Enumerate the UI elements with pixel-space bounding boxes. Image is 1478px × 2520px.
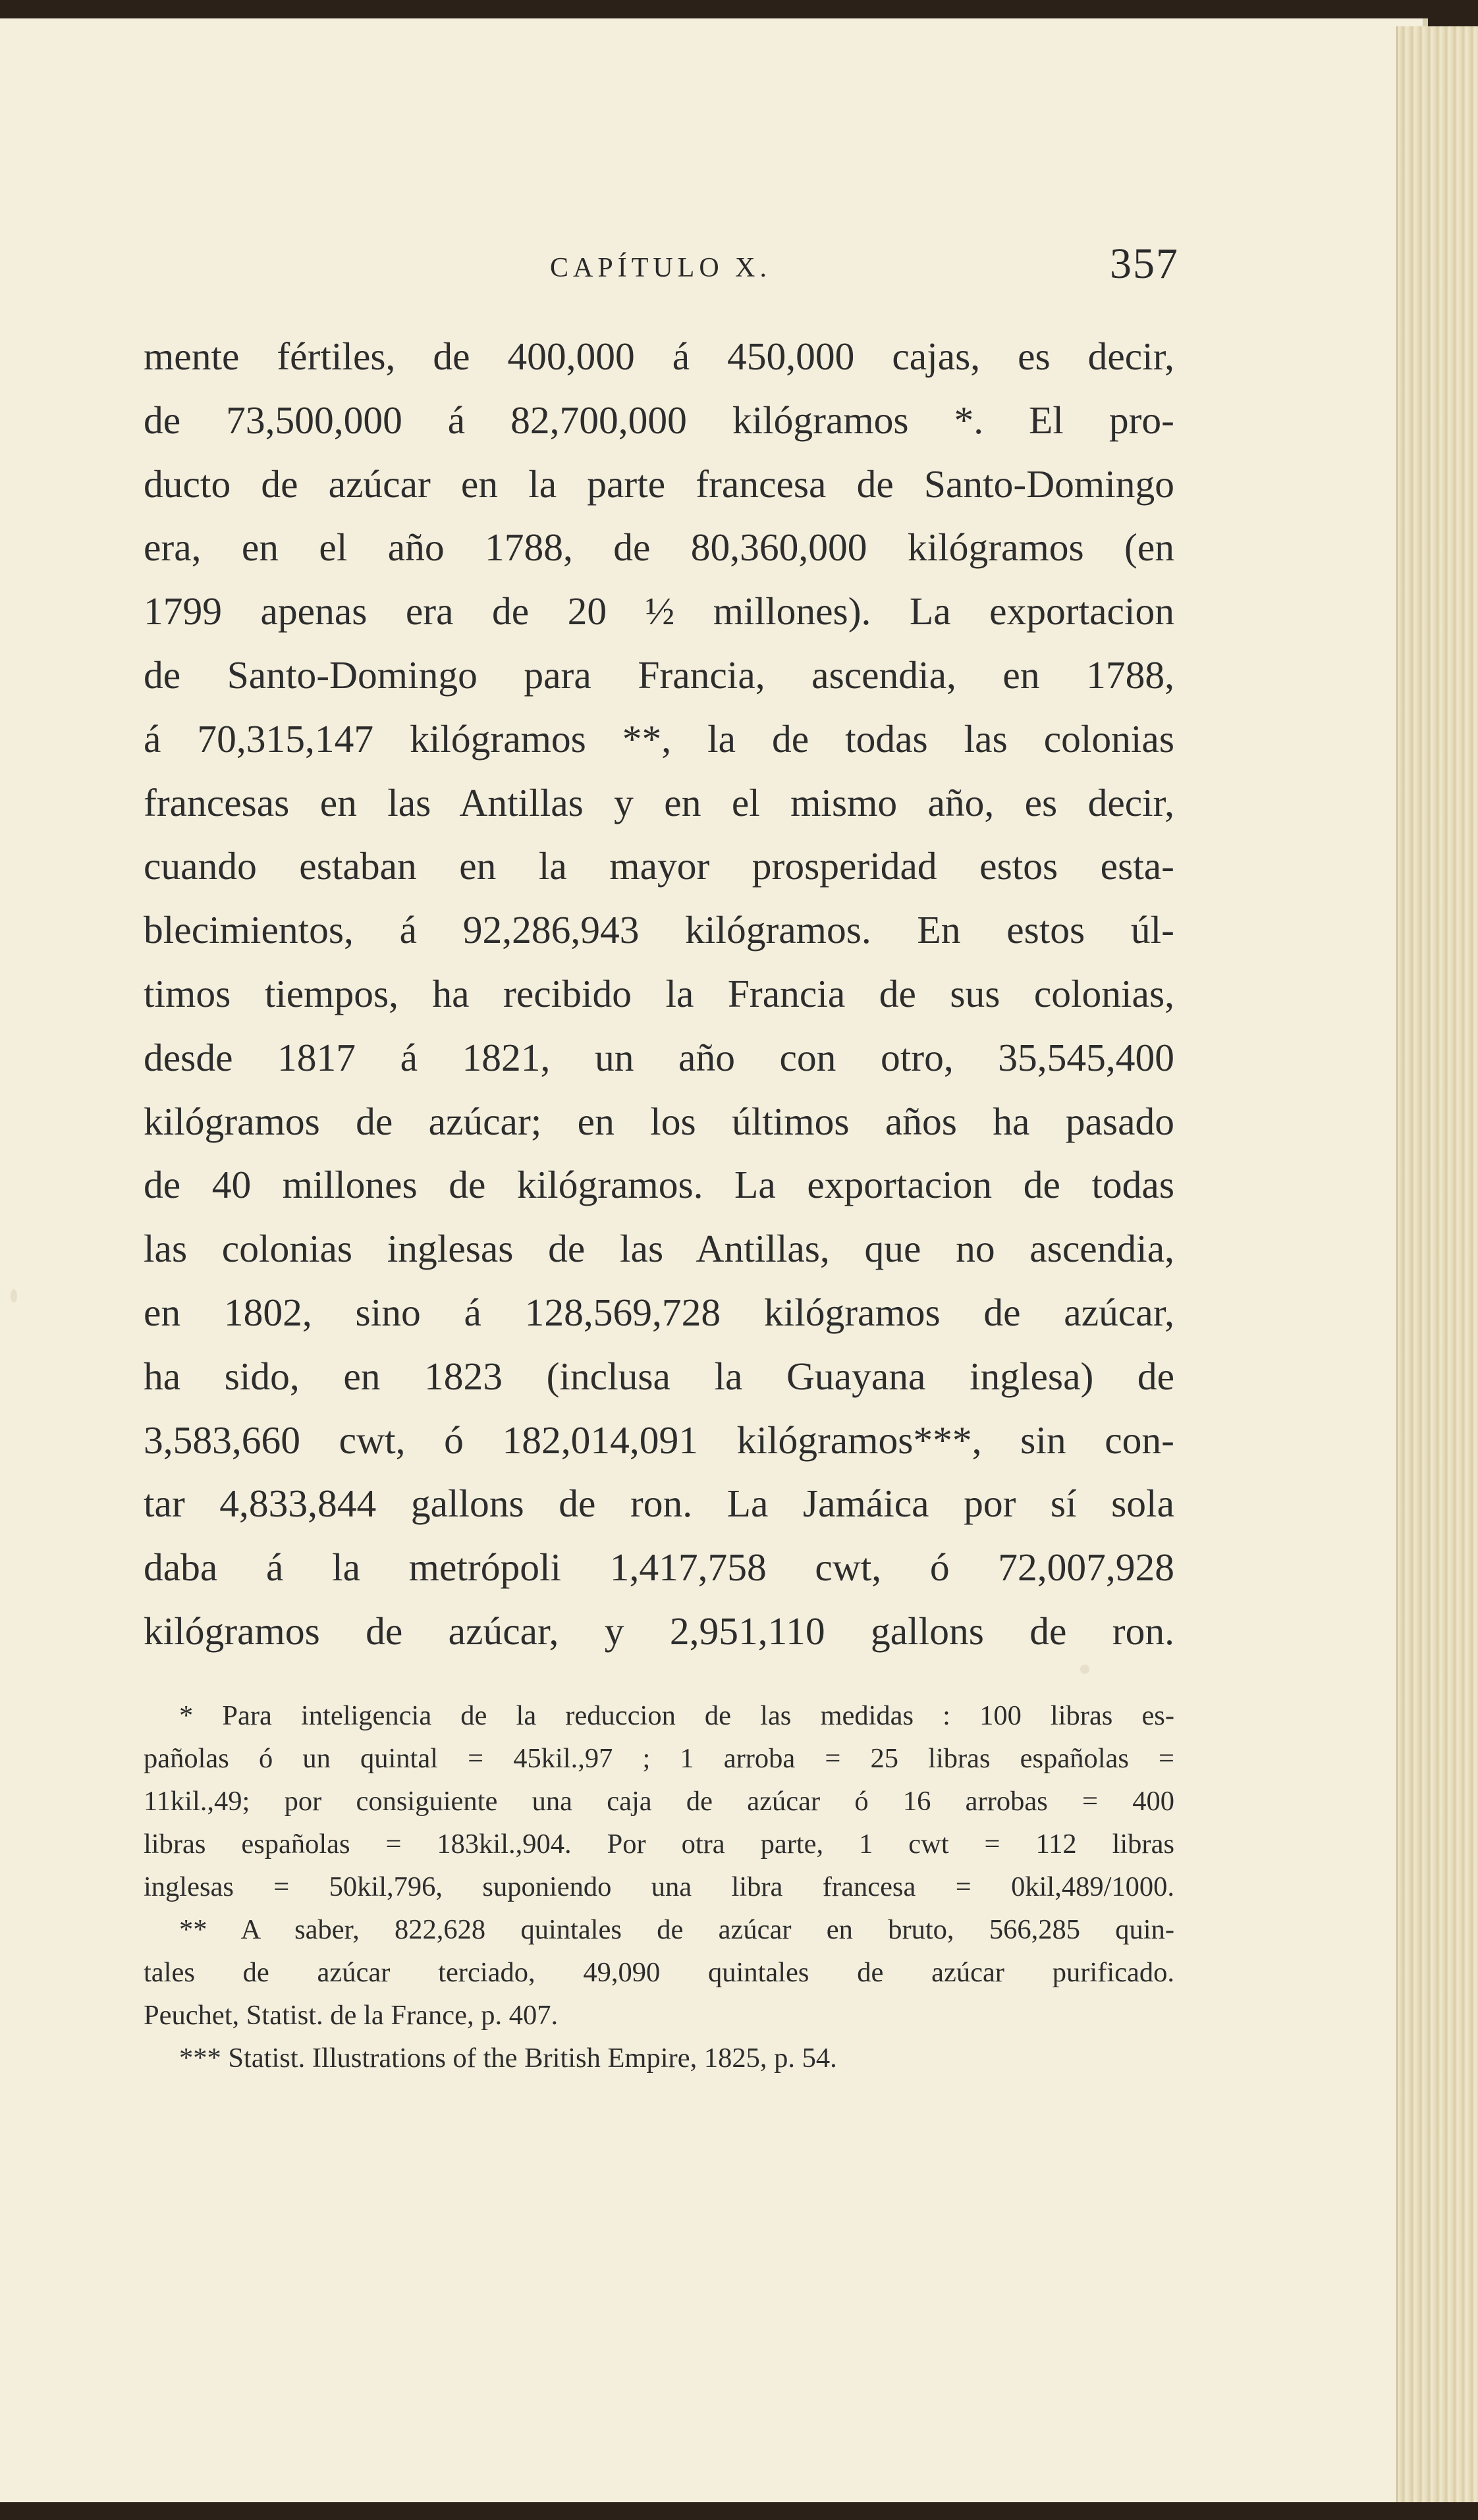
- footnotes: [144, 1694, 1174, 2079]
- footnote-line: libras españolas = 183kil.,904. Por otra parte, 1 cwt = 112 libras: [144, 1829, 1174, 1860]
- footnote-line: ** A saber, 822,628 quintales de azúcar en bruto, 566,285 quin-: [179, 1914, 1174, 1945]
- text-line: ha sido, en 1823 (inclusa la Guayana inglesa) de: [144, 1354, 1174, 1398]
- text-line: mente fértiles, de 400,000 á 450,000 cajas, es decir,: [144, 335, 1174, 378]
- footnote-line: 11kil.,49; por consiguiente una caja de azúcar ó 16 arrobas = 400: [144, 1786, 1174, 1817]
- text-line: timos tiempos, ha recibido la Francia de sus colonias,: [144, 971, 1174, 1015]
- paper-spot: [11, 1289, 17, 1302]
- text-line: cuando estaban en la mayor prosperidad estos esta-: [144, 844, 1174, 888]
- footnote-line: Peuchet, Statist. de la France, p. 407.: [144, 2000, 559, 2031]
- page-edges: [1396, 26, 1478, 2502]
- main-text: [144, 325, 1174, 1663]
- book-page: [0, 18, 1428, 2502]
- footnote-line: tales de azúcar terciado, 49,090 quintales de azúcar purificado.: [144, 1957, 1174, 1988]
- text-line: á 70,315,147 kilógramos **, la de todas las colonias: [144, 716, 1174, 761]
- paper-spot: [1080, 1665, 1089, 1674]
- footnote-line: pañolas ó un quintal = 45kil.,97 ; 1 arroba = 25 libras españolas =: [144, 1743, 1174, 1774]
- footnote-line: *** Statist. Illustrations of the British Empire, 1825, p. 54.: [179, 2043, 837, 2074]
- text-line: kilógramos de azúcar, y 2,951,110 gallons de ron.: [144, 1609, 1174, 1653]
- text-line: francesas en las Antillas y en el mismo año, es decir,: [144, 780, 1174, 824]
- text-line: en 1802, sino á 128,569,728 kilógramos de azúcar,: [144, 1290, 1174, 1334]
- page-number: 357: [1110, 240, 1179, 288]
- text-line: kilógramos de azúcar; en los últimos años ha pasado: [144, 1099, 1174, 1143]
- page-header: [145, 239, 1179, 305]
- text-line: tar 4,833,844 gallons de ron. La Jamáica por sí sola: [144, 1482, 1174, 1526]
- text-line: era, en el año 1788, de 80,360,000 kilógramos (en: [144, 525, 1174, 570]
- footnote-line: * Para inteligencia de la reduccion de las medidas : 100 libras es-: [179, 1700, 1174, 1731]
- text-line: 1799 apenas era de 20 ½ millones). La exportacion: [144, 589, 1174, 633]
- text-line: desde 1817 á 1821, un año con otro, 35,545,400: [144, 1035, 1174, 1079]
- text-line: las colonias inglesas de las Antillas, que no ascendia,: [144, 1227, 1174, 1271]
- text-line: de 40 millones de kilógramos. La exportacion de todas: [144, 1163, 1174, 1207]
- text-line: ducto de azúcar en la parte francesa de Santo-Domingo: [144, 462, 1174, 506]
- text-line: de Santo-Domingo para Francia, ascendia, en 1788,: [144, 653, 1174, 697]
- text-line: de 73,500,000 á 82,700,000 kilógramos *. El pro-: [144, 398, 1174, 442]
- running-head: CAPÍTULO X.: [550, 253, 771, 283]
- text-line: daba á la metrópoli 1,417,758 cwt, ó 72,007,928: [144, 1545, 1174, 1590]
- text-line: blecimientos, á 92,286,943 kilógramos. En estos úl-: [144, 908, 1174, 952]
- text-line: 3,583,660 cwt, ó 182,014,091 kilógramos***, sin con-: [144, 1418, 1174, 1462]
- footnote-line: inglesas = 50kil,796, suponiendo una libra francesa = 0kil,489/1000.: [144, 1871, 1174, 1902]
